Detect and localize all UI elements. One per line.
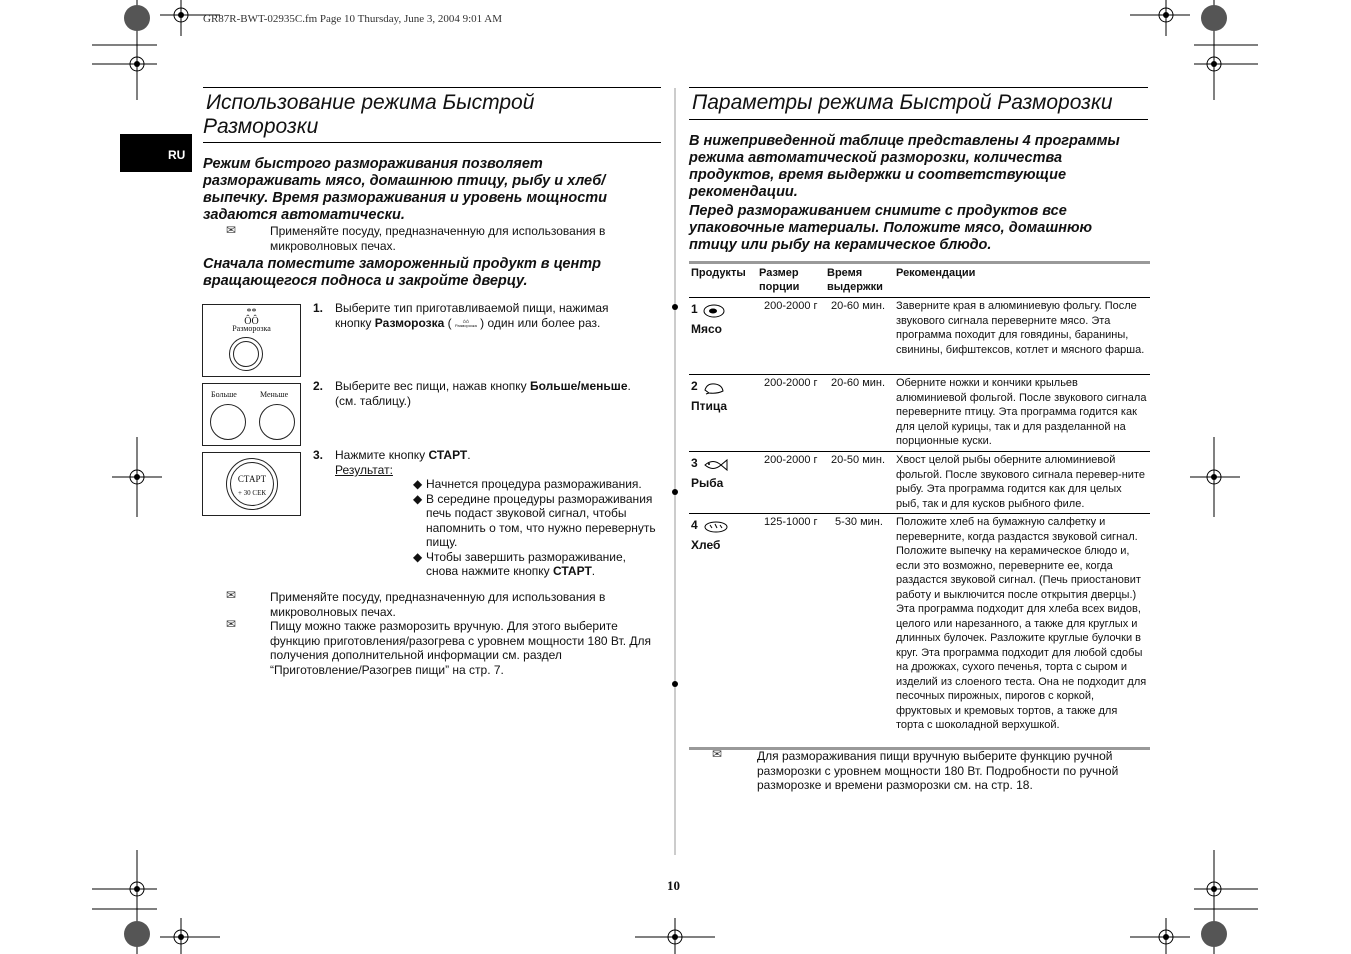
title-rule-bottom	[203, 142, 661, 143]
step3-line1: Нажмите кнопку СТАРТ.	[335, 448, 471, 462]
step2-number: 2.	[313, 379, 324, 393]
step2-line1: Выберите вес пищи, нажав кнопку Больше/меньше.	[335, 379, 631, 393]
table-row	[689, 375, 1150, 452]
row-number: 2	[691, 379, 698, 393]
result-label: Результат:	[335, 463, 393, 477]
left-intro: Режим быстрого размораживания позволяет размораживать мясо, домашнюю птицу, рыбу и хлеб/ выпечку. Время размораживания и уровень мощности задаются автоматически.	[203, 156, 608, 223]
step2-a: Выберите вес пищи, нажав кнопку	[335, 379, 527, 393]
header-recommendations: Рекомендации	[896, 267, 976, 279]
row-time: 20-50 мин.	[831, 454, 886, 466]
header-portion: Размер порции	[759, 267, 800, 293]
row-recommendation: Заверните края в алюминиевую фольгу. После звукового сигнала переверните мясо. Эта программа походит для говядины, баранины, свинины, бифштексов, котлет и мясного фарша.	[896, 300, 1145, 356]
more-label: Больше	[211, 390, 237, 399]
step1-line1: Выберите тип приготавливаемой пищи, нажимая	[335, 301, 609, 315]
note-icon: ✉	[226, 588, 237, 602]
step3-a: Нажмите кнопку	[335, 448, 426, 462]
result-list	[413, 477, 659, 579]
result-item-1-text: Начнется процедура размораживания.	[426, 477, 642, 491]
more-less-panel	[202, 383, 301, 446]
result-item-3-text: Чтобы завершить размораживание, снова нажмите кнопку	[426, 549, 627, 578]
right-intro2: Перед размораживанием снимите с продуктов все упаковочные материалы. Положите мясо, домашнюю птицу или рыбу на керамическое блюдо.	[689, 203, 1093, 253]
header-product: Продукты	[691, 267, 746, 279]
step1-line2: кнопку Разморозка ( ÔÔ Разморозка ) один или более раз.	[335, 316, 601, 330]
result-item-2-text: В середине процедуры размораживания печь подаст звуковой сигнал, чтобы напомнить о том, что нужно перевернуть пищу.	[426, 491, 656, 549]
fish-icon	[703, 458, 729, 472]
step2-text	[335, 379, 660, 409]
defrost-panel	[202, 304, 301, 377]
start-panel	[202, 452, 301, 516]
right-note: Для размораживания пищи вручную выберите функцию ручной разморозки с уровнем мощности 180 Вт. Подробности по ручной разморозке и времени разморозки см. на стр. 18.	[757, 749, 1119, 792]
start-button[interactable]	[226, 458, 278, 510]
note-icon: ✉	[712, 747, 723, 761]
more-button[interactable]	[210, 404, 246, 440]
row-portion: 200-2000 г	[764, 300, 818, 312]
row-time: 20-60 мин.	[831, 300, 886, 312]
step3-number: 3.	[313, 448, 324, 462]
defrost-inline-label: Разморозка	[454, 322, 477, 328]
left-instruction: Сначала поместите замороженный продукт в центр вращающегося подноса и закройте дверцу.	[203, 256, 601, 289]
result-item-3: ◆ Чтобы завершить размораживание, снова нажмите кнопку СТАРТ.	[413, 549, 627, 578]
left-title	[203, 91, 661, 139]
step1-b: кнопку	[335, 316, 372, 330]
right-title: Параметры режима Быстрой Разморозки	[692, 91, 1113, 114]
row-product-name: Рыба	[691, 476, 724, 490]
step3-text	[335, 448, 660, 478]
row-product-name: Хлеб	[691, 538, 721, 552]
page-number: 10	[667, 878, 680, 893]
row-time: 5-30 мин.	[835, 516, 883, 528]
left-title-line1: Использование режима Быстрой	[206, 91, 535, 114]
step2-bold: Больше/меньше	[529, 379, 628, 393]
step2-line2: (см. таблицу.)	[335, 394, 411, 408]
row-portion: 125-1000 г	[764, 516, 818, 528]
right-intro1: В нижеприведенной таблице представлены 4 программы режима автоматической разморозки, количества продуктов, время выдержки и соответствующие рекомендации.	[689, 133, 1120, 200]
language-tab: RU	[120, 134, 192, 172]
start-button-sub: + 30 СЕК	[237, 489, 267, 497]
row-recommendation: Оберните ножки и кончики крыльев алюминиевой фольгой. После звукового сигнала переверните птицу. Эта программа годится как для целой курицы, так и для разделанной на порционные куски.	[896, 377, 1147, 447]
row-portion: 200-2000 г	[764, 377, 818, 389]
row-product-name: Мясо	[691, 322, 723, 336]
diamond-bullet-icon: ◆	[413, 549, 423, 564]
row-number: 1	[691, 302, 698, 316]
note-icon: ✉	[226, 223, 237, 237]
diamond-bullet-icon: ◆	[413, 491, 423, 506]
step1-text	[335, 301, 660, 331]
result-item-1	[413, 477, 659, 492]
step1-bold: Разморозка	[374, 316, 445, 330]
poultry-icon	[703, 381, 725, 395]
left-title-line2: Разморозки	[203, 115, 319, 138]
less-label: Меньше	[260, 390, 289, 399]
less-button[interactable]	[259, 404, 295, 440]
defrost-button[interactable]	[229, 337, 263, 371]
left-note2: Применяйте посуду, предназначенную для использования в микроволновых печах.	[270, 590, 606, 619]
row-number: 3	[691, 456, 698, 470]
table-row	[689, 452, 1150, 514]
result-item-2	[413, 492, 659, 550]
right-title-rule-top	[689, 87, 1148, 88]
note-icon: ✉	[226, 617, 237, 631]
row-recommendation: Хвост целой рыбы оберните алюминиевой фольгой. После звукового сигнала перевер-ните рыбу. Эта программа годится как для целых рыб, так и для кусков рыбного филе.	[896, 454, 1145, 510]
result-item-3-bold: СТАРТ	[552, 564, 592, 578]
header-time: Время выдержки	[827, 267, 883, 293]
title-rule-top	[203, 87, 661, 88]
table-row	[689, 514, 1150, 750]
defrost-inline-icon: ÔÔ Разморозка	[454, 318, 477, 328]
right-title-rule-bottom	[689, 119, 1148, 120]
table-row	[689, 298, 1150, 375]
diamond-bullet-icon: ◆	[413, 477, 423, 491]
start-button-label: СТАРТ	[237, 474, 267, 484]
left-note1: Применяйте посуду, предназначенную для использования в микроволновых печах.	[270, 224, 606, 253]
step1-c: ) один или более раз.	[480, 316, 601, 330]
row-portion: 200-2000 г	[764, 454, 818, 466]
defrost-panel-label: Разморозка	[232, 324, 271, 333]
step3-bold: СТАРТ	[428, 448, 468, 462]
file-header: GR87R-BWT-02935C.fm Page 10 Thursday, June 3, 2004 9:01 AM	[203, 13, 503, 25]
row-time: 20-60 мин.	[831, 377, 886, 389]
table-header-row	[689, 264, 1150, 298]
row-number: 4	[691, 518, 698, 532]
row-product-name: Птица	[691, 399, 728, 413]
left-note3: Пищу можно также разморозить вручную. Для этого выберите функцию приготовления/разогрева с уровнем мощности 180 Вт. Для получения дополнительной информации см. раздел “Приготовление/Разогрев пищи” на стр. 7.	[270, 619, 651, 677]
defrost-snowflake-icon: ** ÔÔ	[244, 307, 259, 327]
row-recommendation: Положите хлеб на бумажную салфетку и переверните, когда раздастся звуковой сигнал. Положите выпечку на керамическое блюдо и, если это возможно, переверните ее, когда раздастся звуковой сигнал. (Печь приостановит работу и выключится после открытия дверцы.) Эта программа подходит для хлеба всех видов, целого или нарезанного, а также для круглых и длинных булочек. Разложите круглые булочки в круг. Эта программа подходит для любой сдобы на дрожжах, сухого печенья, торта с сыром и изделий из слоеного теста. Она не подходит для песочных пирожных, пирогов с коркой, фруктовых и кремовых тортов, а также для торта с шоколадной верхушкой.	[896, 516, 1147, 731]
meat-icon	[703, 304, 725, 318]
bread-icon	[703, 520, 729, 534]
defrost-table	[689, 261, 1150, 750]
step1-number: 1.	[313, 301, 324, 315]
